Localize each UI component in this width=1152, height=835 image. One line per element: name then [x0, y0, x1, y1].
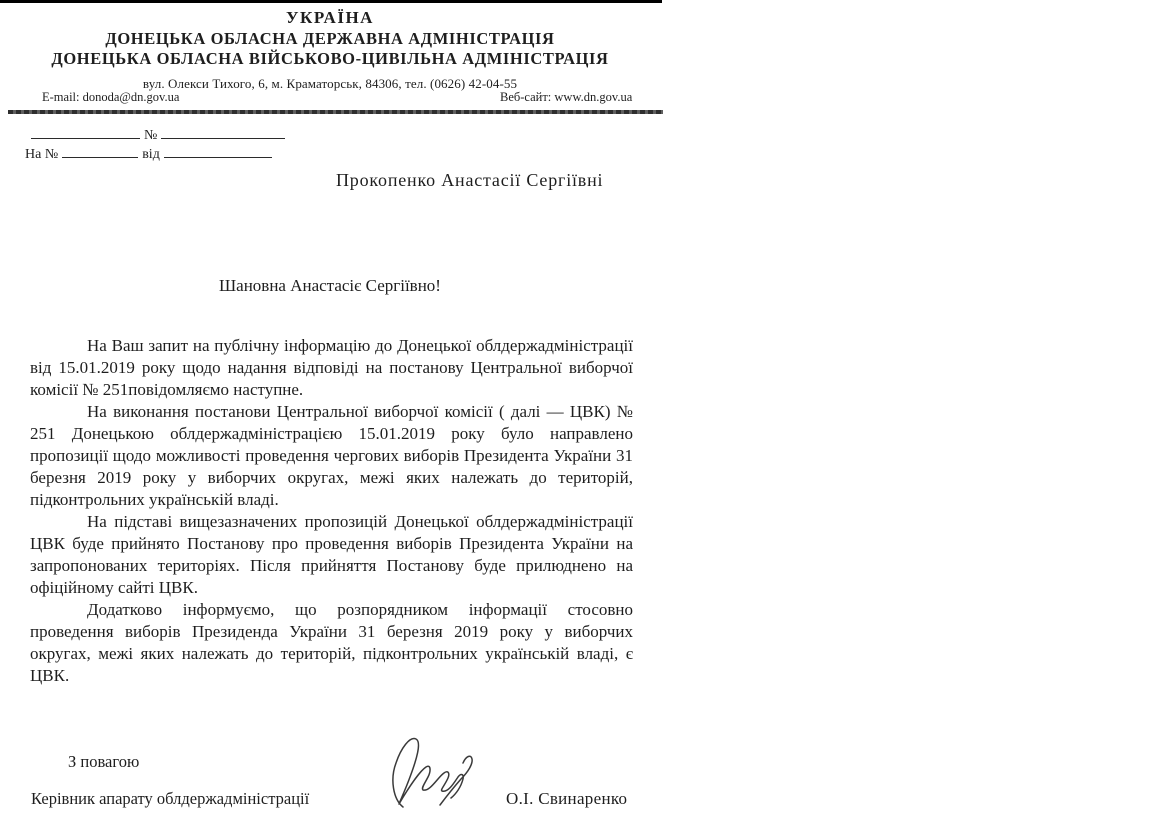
date-prefix: від — [142, 147, 160, 162]
letterhead-website: Веб-сайт: www.dn.gov.ua — [500, 90, 633, 104]
number-sign: № — [144, 128, 158, 143]
letterhead-address: вул. Олекси Тихого, 6, м. Краматорськ, 84306, тел. (0626) 42-04-55 — [142, 76, 518, 91]
reference-line-outgoing — [27, 124, 289, 144]
recipient-name: Прокопенко Анастасії Сергіївні — [336, 170, 604, 190]
outgoing-date-blank — [31, 124, 140, 139]
reply-prefix: На № — [25, 147, 59, 162]
incoming-date-blank — [164, 143, 272, 158]
letter-body — [30, 335, 633, 687]
scan-edge-artifact — [0, 0, 662, 3]
salutation: Шановна Анастасіє Сергіївно! — [219, 276, 441, 295]
incoming-number-blank — [62, 143, 138, 158]
outgoing-number-blank — [161, 124, 285, 139]
letterhead-org-line1: ДОНЕЦЬКА ОБЛАСНА ДЕРЖАВНА АДМІНІСТРАЦІЯ — [105, 29, 555, 48]
body-paragraph: На виконання постанови Центральної виборчої комісії ( далі — ЦВК) № 251 Донецькою облдержадміністрацією 15.01.2019 року було направлено пропозиції щодо можливості проведення чергових виборів Президента України 31 березня 2019 року у виборчих округах, межі яких належать до територій, підконтрольних українській владі. — [30, 402, 633, 509]
body-paragraph: На Ваш запит на публічну інформацію до Донецької облдержадміністрації від 15.01.2019 року щодо надання відповіді на постанову Центральної виборчої комісії № 251повідомляємо наступне. — [30, 336, 633, 399]
handwritten-signature — [388, 733, 490, 813]
reference-line-incoming — [25, 143, 276, 163]
body-paragraph: Додатково інформуємо, що розпорядником інформації стосовно проведення виборів Президенда України 31 березня 2019 року у виборчих округах, межі яких належать до територій, підконтрольних українській владі, є ЦВК. — [30, 600, 633, 685]
signer-title: Керівник апарату облдержадміністрації — [31, 789, 310, 808]
letterhead-divider — [8, 110, 663, 114]
closing-phrase: З повагою — [68, 752, 140, 771]
letterhead-country: УКРАЇНА — [286, 8, 374, 27]
signature-stroke — [388, 733, 490, 813]
signer-name: О.І. Свинаренко — [506, 789, 628, 808]
letterhead-email: E-mail: donoda@dn.gov.ua — [42, 90, 180, 104]
body-paragraph: На підставі вищезазначених пропозицій Донецької облдержадміністрації ЦВК буде прийнято Постанову про проведення виборів Президента України на запропонованих територіях. Після прийняття Постанову буде прилюднено на офіційному сайті ЦВК. — [30, 512, 633, 597]
letterhead-org-line2: ДОНЕЦЬКА ОБЛАСНА ВІЙСЬКОВО-ЦИВІЛЬНА АДМІНІСТРАЦІЯ — [51, 49, 609, 68]
